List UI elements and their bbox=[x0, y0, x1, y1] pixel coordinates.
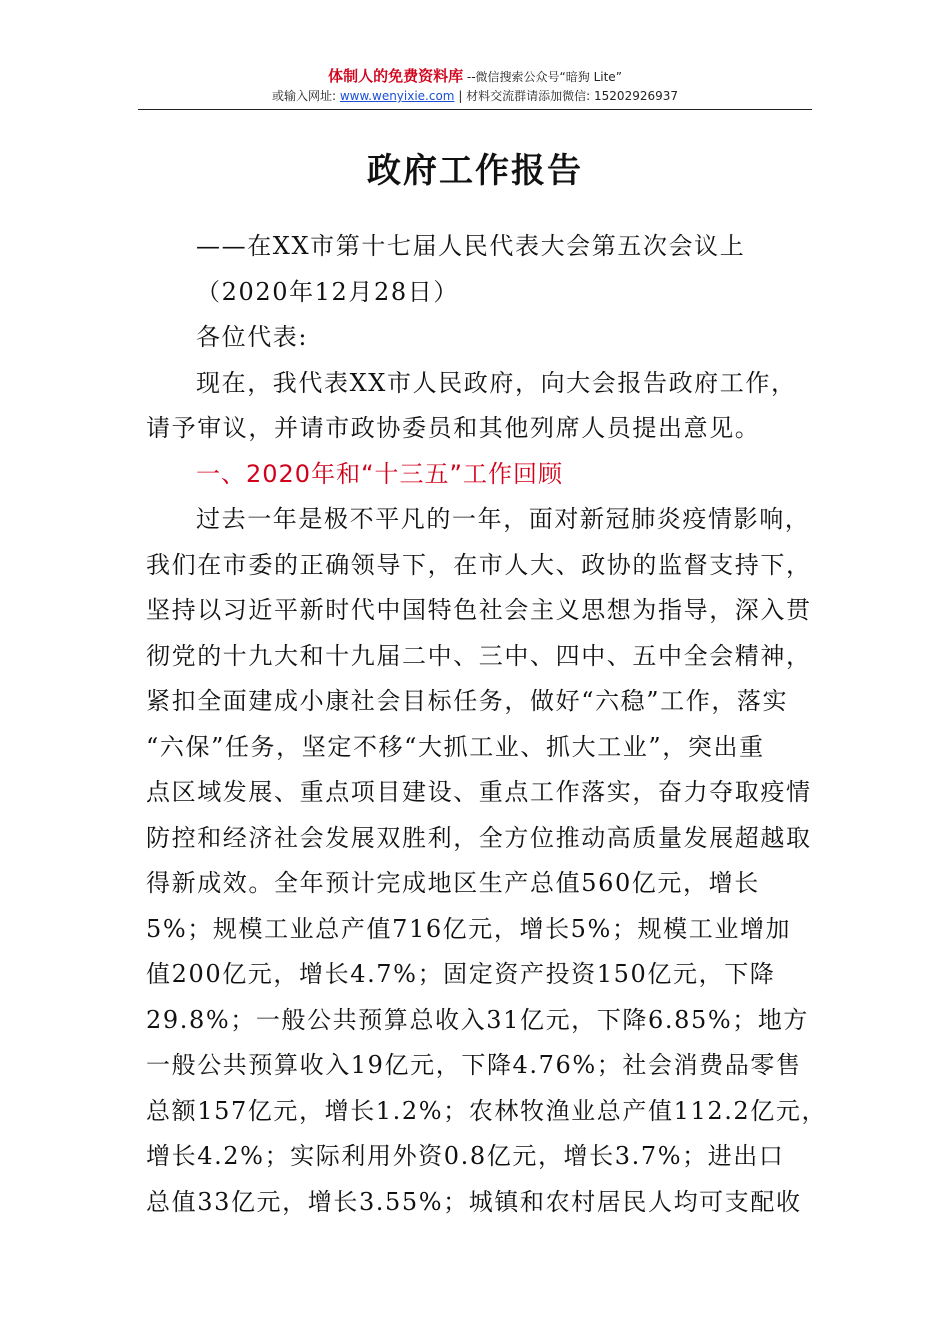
brand-name: 体制人的免费资料库 bbox=[328, 67, 464, 85]
paragraph-line: 总额157亿元，增长1.2%；农林牧渔业总产值112.2亿元， bbox=[146, 1096, 828, 1125]
paragraph-line: “六保”任务，坚定不移“大抓工业、抓大工业”，突出重 bbox=[146, 732, 765, 761]
paragraph-line: 过去一年是极不平凡的一年，面对新冠肺炎疫情影响， bbox=[196, 505, 811, 533]
contact-info: | 材料交流群请添加微信: 15202926937 bbox=[454, 89, 679, 103]
paragraph-line: 防控和经济社会发展双胜利，全方位推动高质量发展超越取 bbox=[146, 823, 812, 852]
paragraph-line: 紧扣全面建成小康社会目标任务，做好“六稳”工作，落实 bbox=[146, 687, 789, 715]
paragraph-line: 总值33亿元，增长3.55%；城镇和农村居民人均可支配收 bbox=[146, 1187, 802, 1216]
paragraph-line: 得新成效。全年预计完成地区生产总值560亿元，增长 bbox=[146, 869, 760, 897]
salutation: 各位代表: bbox=[196, 323, 309, 351]
report-date: （2020年12月28日） bbox=[196, 277, 459, 306]
page-title: 政府工作报告 bbox=[367, 151, 583, 191]
paragraph-line: 5%；规模工业总产值716亿元，增长5%；规模工业增加 bbox=[146, 914, 792, 943]
url-prefix: 或输入网址: bbox=[271, 89, 340, 103]
wechat-promo: --微信搜索公众号“暗狗 Lite” bbox=[463, 70, 622, 84]
paragraph-line: 增长4.2%；实际利用外资0.8亿元，增长3.7%；进出口 bbox=[146, 1142, 785, 1170]
paragraph-line: 一般公共预算收入19亿元，下降4.76%；社会消费品零售 bbox=[146, 1051, 802, 1079]
paragraph-line: 29.8%；一般公共预算总收入31亿元，下降6.85%；地方 bbox=[146, 1005, 810, 1034]
header-promo-line bbox=[138, 66, 812, 87]
section-heading: 一、2020年和“十三五”工作回顾 bbox=[196, 459, 563, 488]
document-body bbox=[146, 224, 828, 1225]
website-link[interactable]: www.wenyixie.com bbox=[339, 89, 455, 103]
header-divider bbox=[138, 109, 812, 110]
intro-line: 现在，我代表XX市人民政府，向大会报告政府工作， bbox=[196, 368, 797, 397]
paragraph-line: 点区域发展、重点项目建设、重点工作落实，奋力夺取疫情 bbox=[146, 778, 812, 806]
intro-line: 请予审议，并请市政协委员和其他列席人员提出意见。 bbox=[146, 414, 761, 442]
paragraph-line: 坚持以习近平新时代中国特色社会主义思想为指导，深入贯 bbox=[146, 596, 812, 624]
subtitle: ——在XX市第十七届人民代表大会第五次会议上 bbox=[196, 232, 746, 260]
paragraph-line: 我们在市委的正确领导下，在市人大、政协的监督支持下， bbox=[146, 550, 812, 579]
paragraph-line: 值200亿元，增长4.7%；固定资产投资150亿元，下降 bbox=[146, 960, 776, 988]
header-contact-line bbox=[138, 87, 812, 105]
paragraph-line: 彻党的十九大和十九届二中、三中、四中、五中全会精神， bbox=[146, 641, 812, 670]
page-header bbox=[138, 66, 812, 105]
